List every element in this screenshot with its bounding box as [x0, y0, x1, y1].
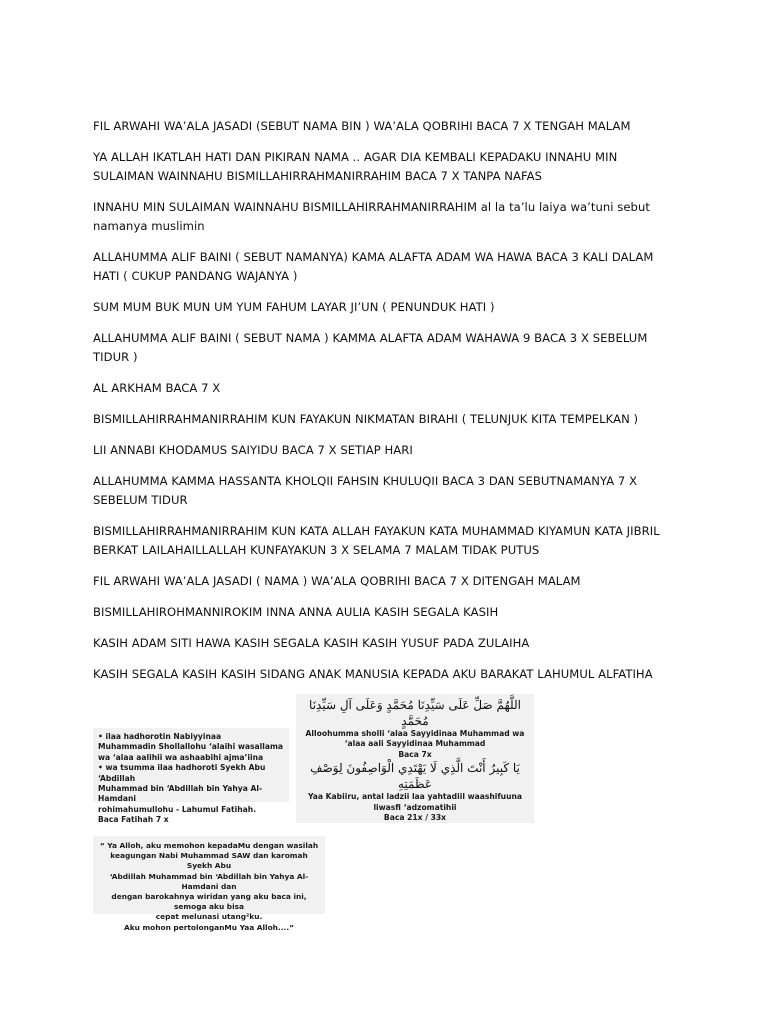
paragraph: BISMILLAHIROHMANNIROKIM INNA ANNA AULIA KASIH SEGALA KASIH [93, 605, 499, 619]
paragraph: YA ALLAH IKATLAH HATI DAN PIKIRAN NAMA .. AGAR DIA KEMBALI KEPADAKU INNAHU MIN SULAIMAN WAINNAHU BISMILLAHIRRAHMANIRRAHIM BACA 7 X TANPA NAFAS [93, 150, 618, 183]
paragraph: BISMILLAHIRRAHMANIRRAHIM KUN FAYAKUN NIKMATAN BIRAHI ( TELUNJUK KITA TEMPELKAN ) [93, 412, 639, 426]
paragraph: FIL ARWAHI WA’ALA JASADI (SEBUT NAMA BIN ) WA’ALA QOBRIHI BACA 7 X TENGAH MALAM [93, 119, 631, 133]
paragraph: AL ARKHAM BACA 7 X [93, 381, 221, 395]
latin-text-1: Alloohumma sholli ‘alaa Sayyidinaa Muhammad wa ‘alaa aali Sayyidinaa Muhammad [305, 729, 525, 749]
paragraph: SUM MUM BUK MUN UM YUM FAHUM LAYAR JI’UN ( PENUNDUK HATI ) [93, 300, 495, 314]
paragraph: ALLAHUMMA ALIF BAINI ( SEBUT NAMA ) KAMMA ALAFTA ADAM WAHAWA 9 BACA 3 X SEBELUM TIDUR ) [93, 331, 648, 364]
fatihah-instruction-image [93, 728, 289, 825]
paragraph: KASIH SEGALA KASIH KASIH SIDANG ANAK MANUSIA KEPADA AKU BARAKAT LAHUMUL ALFATIHA [93, 667, 653, 681]
paragraph: FIL ARWAHI WA’ALA JASADI ( NAMA ) WA’ALA QOBRIHI BACA 7 X DITENGAH MALAM [93, 574, 581, 588]
paragraph: ALLAHUMMA KAMMA HASSANTA KHOLQII FAHSIN KHULUQII BACA 3 DAN SEBUTNAMANYA 7 X SEBELUM TIDUR [93, 474, 638, 507]
image-left-line1: • ilaa hadhorotin Nabiyyinaa Muhammadin Shollallohu ‘alaihi wasallama wa ‘alaa aalihii wa ashaabihi ajma’iina [98, 732, 283, 762]
doa-text: “ Ya Alloh, aku memohon kepadaMu dengan wasilah keagungan Nabi Muhammad SAW dan karomah Syekh Abu ‘Abdillah Muhammad bin ‘Abdillah bin Yahya Al-Hamdani dan dengan barokahnya wiridan yang aku baca ini, semoga aku bisa cepat melunasi utang²ku. Aku mohon pertolonganMu Yaa Alloh....” [99, 841, 319, 932]
paragraph: ALLAHUMMA ALIF BAINI ( SEBUT NAMANYA) KAMA ALAFTA ADAM WA HAWA BACA 3 KALI DALAM HATI ( CUKUP PANDANG WAJANYA ) [93, 250, 654, 283]
count-text-1: Baca 7x [398, 749, 432, 759]
doa-image [93, 836, 325, 932]
arabic-text-2: يَا كَبِيرُ أَنْتَ الَّذِي لَا يَهْتَدِي الْوَاصِفُونَ لِوَصْفِ عَظَمَتِهِ [310, 761, 520, 792]
count-text-2: Baca 21x / 33x [383, 813, 447, 823]
paragraph: LII ANNABI KHODAMUS SAIYIDU BACA 7 X SETIAP HARI [93, 443, 413, 457]
paragraph: KASIH ADAM SITI HAWA KASIH SEGALA KASIH KASIH YUSUF PADA ZULAIHA [93, 636, 530, 650]
latin-text-2: Yaa Kabiiru, antal ladzii laa yahtadiil waashifuuna liwasfi ‘adzomatihii [307, 792, 523, 812]
arabic-text-1: اللَّهُمَّ صَلِّ عَلَى سَيِّدِنَا مُحَمَّدٍ وَعَلَى آلِ سَيِّدِنَا مُحَمَّدٍ [309, 698, 521, 728]
image-left-line2: • wa tsumma ilaa hadhoroti Syekh Abu ‘Abdillah Muhammad bin ‘Abdillah bin Yahya Al-Hamdani rohimahumullohu - Lahumul Fatihah. Baca Fatihah 7 x [98, 763, 266, 825]
sholawat-image [296, 694, 534, 823]
paragraph: BISMILLAHIRRAHMANIRRAHIM KUN KATA ALLAH FAYAKUN KATA MUHAMMAD KIYAMUN KATA JIBRIL BERKAT LAILAHAILLALLAH KUNFAYAKUN 3 X SELAMA 7 MALAM TIDAK PUTUS [93, 524, 660, 557]
paragraph-list [93, 117, 673, 696]
paragraph: INNAHU MIN SULAIMAN WAINNAHU BISMILLAHIRRAHMANIRRAHIM al la ta’lu laiya wa’tuni sebut namanya muslimin [93, 200, 650, 233]
